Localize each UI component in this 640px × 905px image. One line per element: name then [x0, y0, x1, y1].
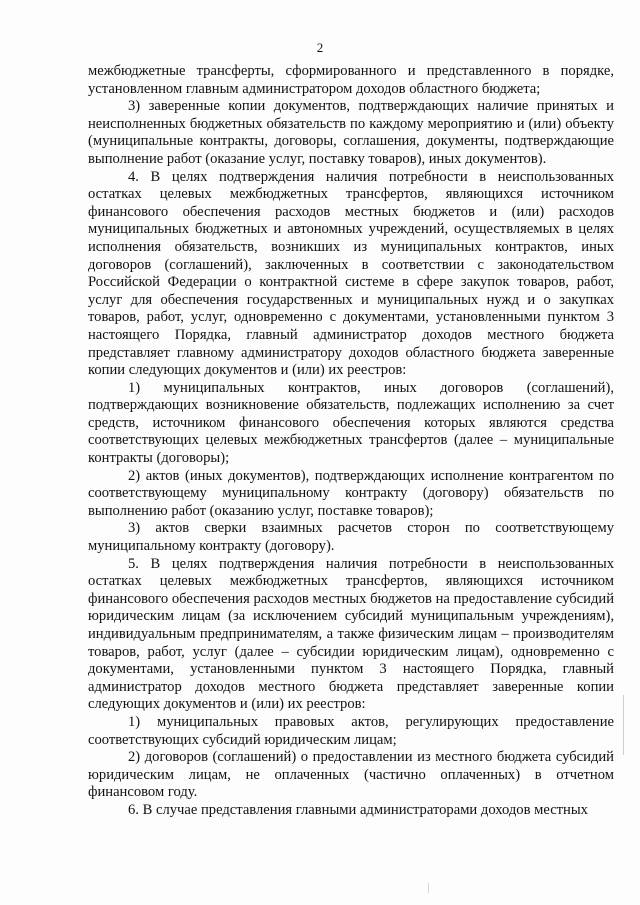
paragraph-clause-5-item-1: 1) муниципальных правовых актов, регулирующих предоставление соответствующих субсидий юридическим лицам;	[88, 713, 614, 748]
paragraph-clause-5-item-2: 2) договоров (соглашений) о предоставлении из местного бюджета субсидий юридическим лицам, не оплаченных (частично оплаченных) в отчетном финансовом году.	[88, 749, 614, 801]
paragraph-clause-4-item-1: 1) муниципальных контрактов, иных договоров (соглашений), подтверждающих возникновение обязательств, подлежащих исполнению за счет средств, источником финансового обеспечения которых являются средства соответствующих целевых межбюджетных трансфертов (далее – муниципальные контракты (договоры);	[88, 379, 614, 467]
paragraph-clause-4-item-2: 2) актов (иных документов), подтверждающих исполнение контрагентом по соответствующему муниципальному контракту (договору) обязательств по выполнению работ (оказанию услуг, поставке товаров);	[88, 467, 614, 519]
paragraph-item-3: 3) заверенные копии документов, подтверждающих наличие принятых и неисполненных бюджетных обязательств по каждому мероприятию и (или) объекту (муниципальные контракты, договоры, соглашения, документы, подтверждающие выполнение работ (оказание услуг, поставку товаров), иных документов).	[88, 98, 614, 167]
document-body	[88, 63, 614, 820]
paragraph-clause-5: 5. В целях подтверждения наличия потребности в неиспользованных остатках целевых межбюджетных трансфертов, являющихся источником финансового обеспечения расходов местных бюджетов на предоставление субсидий юридическим лицам (за исключением субсидий муниципальным учреждениям), индивидуальным предпринимателям, а также физическим лицам – производителям товаров, работ, услуг (далее – субсидии юридическим лицам), одновременно с документами, установленными пунктом 3 настоящего Порядка, главный администратор доходов местного бюджета представляет заверенные копии следующих документов и (или) их реестров:	[88, 555, 614, 713]
paragraph-clause-4-item-3: 3) актов сверки взаимных расчетов сторон по соответствующему муниципальному контракту (договору).	[88, 520, 614, 555]
scan-artifact	[623, 695, 624, 755]
page-number: 2	[316, 40, 324, 55]
paragraph-continuation: межбюджетные трансферты, сформированного и представленного в порядке, установленном главным администратором доходов областного бюджета;	[88, 63, 614, 97]
paragraph-clause-6: 6. В случае представления главными администраторами доходов местных	[128, 801, 588, 818]
scan-artifact	[428, 883, 429, 893]
paragraph-clause-4: 4. В целях подтверждения наличия потребности в неиспользованных остатках целевых межбюджетных трансфертов, являющихся источником финансового обеспечения расходов местных бюджетов и (или) расходов муниципальных бюджетных и автономных учреждений, осуществляемых в целях исполнения обязательств, возникших из муниципальных контрактов, иных договоров (соглашений), заключенных в соответствии с законодательством Российской Федерации о контрактной системе в сфере закупок товаров, работ, услуг для обеспечения государственных и муниципальных нужд и о закупках товаров, работ, услуг, одновременно с документами, установленными пунктом 3 настоящего Порядка, главный администратор доходов местного бюджета представляет главному администратору доходов областного бюджета заверенные копии следующих документов и (или) их реестров:	[88, 168, 614, 379]
